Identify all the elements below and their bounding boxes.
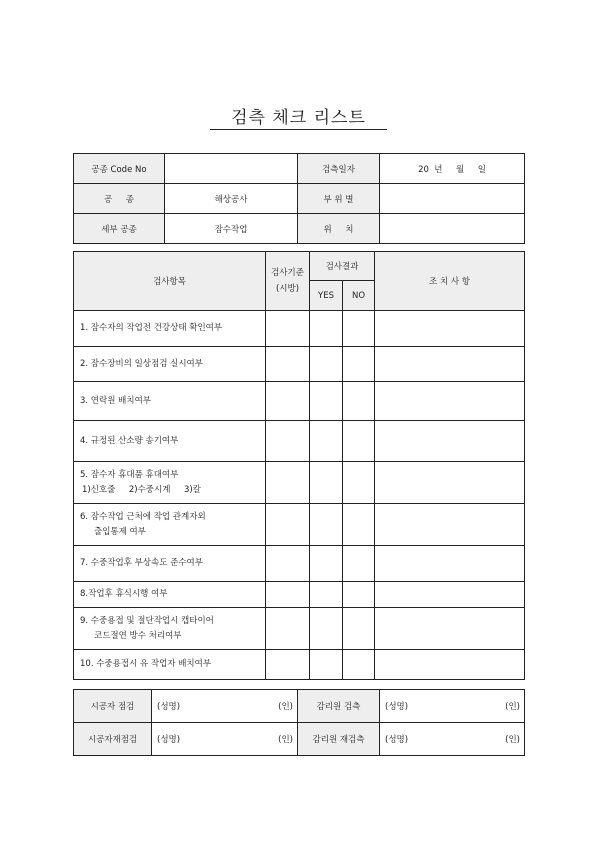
col-items-header: 검사항목 — [74, 252, 266, 311]
part-label: 부 위 별 — [298, 184, 380, 214]
contractor-recheck-label: 시공자재점검 — [74, 723, 152, 756]
yes-cell[interactable] — [310, 650, 343, 680]
checklist-row — [74, 546, 525, 582]
no-cell[interactable] — [343, 382, 375, 421]
action-cell[interactable] — [375, 504, 525, 546]
col-result-header: 검사결과 — [310, 252, 375, 281]
supervisor-check-label: 감리원 검측 — [298, 690, 380, 723]
no-cell[interactable] — [343, 311, 375, 347]
checklist-row — [74, 504, 525, 546]
no-cell[interactable] — [343, 504, 375, 546]
signature-row-check — [74, 690, 525, 723]
contractor-check-sign[interactable] — [152, 690, 298, 723]
action-cell[interactable] — [375, 382, 525, 421]
criteria-cell[interactable] — [266, 462, 310, 504]
item-line1: 7. 수중작업후 부상속도 준수여부 — [80, 558, 203, 568]
action-cell[interactable] — [375, 311, 525, 347]
location-value[interactable] — [380, 214, 525, 244]
checklist-item-label — [74, 650, 266, 680]
criteria-cell[interactable] — [266, 347, 310, 382]
col-criteria-line2: (시방) — [275, 284, 300, 294]
criteria-cell[interactable] — [266, 504, 310, 546]
seal-mark: (인) — [278, 702, 293, 712]
item-line1: 4. 규정된 산소량 송기여부 — [80, 435, 179, 446]
header-row-process — [74, 184, 525, 214]
sign-placeholder: (성명) — [157, 702, 181, 712]
sign-placeholder: (성명) — [385, 735, 409, 745]
col-yes-header: YES — [310, 281, 343, 311]
checklist-table — [73, 251, 525, 680]
checklist-item-label — [74, 546, 266, 582]
process-code-label: 공종 Code No — [74, 154, 165, 184]
criteria-cell[interactable] — [266, 650, 310, 680]
no-cell[interactable] — [343, 546, 375, 582]
checklist-item-label — [74, 608, 266, 650]
detail-process-label: 세부 공종 — [74, 214, 165, 244]
supervisor-recheck-sign[interactable] — [380, 723, 525, 756]
checklist-row — [74, 650, 525, 680]
checklist-item-label — [74, 421, 266, 462]
signature-table — [73, 689, 525, 756]
yes-cell[interactable] — [310, 421, 343, 462]
checklist-row — [74, 582, 525, 608]
seal-mark: (인) — [278, 735, 293, 745]
item-line1: 5. 잠수자 휴대품 휴대여부 — [80, 469, 179, 480]
item-line1: 9. 수중용접 및 절단작업시 캡타이어 — [80, 615, 214, 626]
criteria-cell[interactable] — [266, 608, 310, 650]
item-line1: 1. 잠수자의 작업전 건강상태 확인여부 — [80, 323, 223, 333]
yes-cell[interactable] — [310, 462, 343, 504]
signature-row-recheck — [74, 723, 525, 756]
checklist-item-label — [74, 582, 266, 608]
item-line1: 6. 잠수작업 근처에 작업 관계자외 — [80, 511, 206, 522]
yes-cell[interactable] — [310, 582, 343, 608]
header-row-code — [74, 154, 525, 184]
checklist-item-label — [74, 382, 266, 421]
item-line2: 1)신호줄 2)수중시계 3)칼 — [82, 484, 201, 495]
col-criteria-header — [266, 252, 310, 311]
criteria-cell[interactable] — [266, 382, 310, 421]
no-cell[interactable] — [343, 650, 375, 680]
item-line2: 출입통제 여부 — [94, 526, 146, 537]
checklist-item-label — [74, 347, 266, 382]
criteria-cell[interactable] — [266, 546, 310, 582]
checklist-row — [74, 311, 525, 347]
process-code-value[interactable] — [165, 154, 298, 184]
part-value[interactable] — [380, 184, 525, 214]
no-cell[interactable] — [343, 421, 375, 462]
process-label: 공 종 — [74, 184, 165, 214]
yes-cell[interactable] — [310, 504, 343, 546]
contractor-recheck-sign[interactable] — [152, 723, 298, 756]
item-line1: 10. 수중용접시 유 작업자 배치여부 — [80, 659, 212, 669]
no-cell[interactable] — [343, 347, 375, 382]
action-cell[interactable] — [375, 582, 525, 608]
no-cell[interactable] — [343, 582, 375, 608]
action-cell[interactable] — [375, 462, 525, 504]
action-cell[interactable] — [375, 546, 525, 582]
criteria-cell[interactable] — [266, 311, 310, 347]
sign-placeholder: (성명) — [385, 702, 409, 712]
seal-mark: (인) — [505, 735, 520, 745]
yes-cell[interactable] — [310, 311, 343, 347]
criteria-cell[interactable] — [266, 421, 310, 462]
checklist-item-label — [74, 504, 266, 546]
inspection-date-value[interactable]: 20 년 월 일 — [380, 154, 525, 184]
item-line2: 코드절연 방수 처리여부 — [94, 630, 182, 641]
yes-cell[interactable] — [310, 347, 343, 382]
checklist-item-label — [74, 311, 266, 347]
seal-mark: (인) — [505, 702, 520, 712]
yes-cell[interactable] — [310, 608, 343, 650]
yes-cell[interactable] — [310, 382, 343, 421]
page-title: 검측 체크 리스트 — [210, 103, 387, 130]
checklist-header-row — [74, 252, 525, 281]
header-table — [73, 153, 525, 244]
supervisor-recheck-label: 감리원 재검측 — [298, 723, 380, 756]
contractor-check-label: 시공자 점검 — [74, 690, 152, 723]
location-label: 위 치 — [298, 214, 380, 244]
checklist-row — [74, 347, 525, 382]
header-row-detail — [74, 214, 525, 244]
checklist-row — [74, 382, 525, 421]
checklist-row — [74, 608, 525, 650]
action-cell[interactable] — [375, 421, 525, 462]
item-line1: 8.작업후 휴식시행 여부 — [80, 589, 168, 599]
col-criteria-line1: 검사기준 — [271, 268, 304, 278]
yes-cell[interactable] — [310, 546, 343, 582]
supervisor-check-sign[interactable] — [380, 690, 525, 723]
checklist-row — [74, 421, 525, 462]
action-cell[interactable] — [375, 650, 525, 680]
col-no-header: NO — [343, 281, 375, 311]
no-cell[interactable] — [343, 608, 375, 650]
no-cell[interactable] — [343, 462, 375, 504]
detail-process-value[interactable]: 잠수작업 — [165, 214, 298, 244]
checklist-row — [74, 462, 525, 504]
item-line1: 3. 연락원 배치여부 — [80, 395, 151, 406]
action-cell[interactable] — [375, 608, 525, 650]
inspection-date-label: 검측일자 — [298, 154, 380, 184]
criteria-cell[interactable] — [266, 582, 310, 608]
col-action-header: 조 치 사 항 — [375, 252, 525, 311]
process-value[interactable]: 해상공사 — [165, 184, 298, 214]
checklist-item-label — [74, 462, 266, 504]
item-line1: 2. 잠수장비의 일상점검 실시여부 — [80, 358, 203, 369]
sign-placeholder: (성명) — [157, 735, 181, 745]
action-cell[interactable] — [375, 347, 525, 382]
